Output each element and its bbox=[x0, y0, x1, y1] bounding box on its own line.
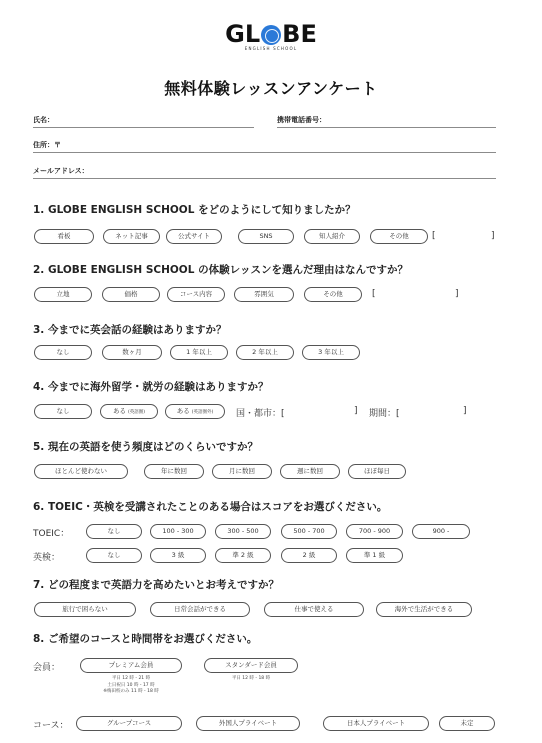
eiken-option-pre2[interactable]: 準 2 級 bbox=[215, 548, 271, 563]
q1-bracket-open: [ bbox=[432, 231, 436, 241]
q1-option-signboard[interactable]: 看板 bbox=[34, 229, 94, 244]
q5-option-weekly[interactable]: 週に数回 bbox=[280, 464, 340, 479]
q5-option-daily[interactable]: ほぼ毎日 bbox=[348, 464, 406, 479]
question-7: 7. どの程度まで英語力を高めたいとお考えですか？ bbox=[33, 579, 279, 591]
question-3: 3. 今までに英会話の経験はありますか？ bbox=[33, 324, 227, 336]
q5-option-monthly[interactable]: 月に数回 bbox=[212, 464, 272, 479]
q4-option-english-speaking[interactable] bbox=[100, 404, 158, 419]
q3-option-1yr[interactable]: 1 年以上 bbox=[170, 345, 228, 360]
member-option-standard[interactable]: スタンダード会員 bbox=[204, 658, 298, 673]
q1-bracket-close: ] bbox=[491, 231, 495, 241]
eiken-option-pre1[interactable]: 準 1 級 bbox=[346, 548, 403, 563]
toeic-option-100-300[interactable]: 100 - 300 bbox=[150, 524, 206, 539]
toeic-option-700-900[interactable]: 700 - 900 bbox=[346, 524, 403, 539]
toeic-option-300-500[interactable]: 300 - 500 bbox=[215, 524, 271, 539]
phone-label: 携帯電話番号： bbox=[277, 116, 326, 124]
member-option-premium[interactable]: プレミアム会員 bbox=[80, 658, 182, 673]
q4-option-none-label: なし bbox=[56, 407, 70, 415]
email-label: メールアドレス： bbox=[33, 167, 89, 175]
eiken-option-grade2[interactable]: 2 級 bbox=[281, 548, 337, 563]
address-label: 住所：〒 bbox=[33, 141, 61, 149]
email-field[interactable] bbox=[33, 178, 496, 179]
toeic-label: TOEIC： bbox=[33, 529, 70, 539]
question-6: 6. TOEIC・英検を受講されたことのある場合はスコアをお選びください。 bbox=[33, 501, 388, 513]
q1-option-web-article[interactable]: ネット記事 bbox=[103, 229, 160, 244]
name-label: 氏名： bbox=[33, 116, 54, 124]
q4-period-label: 期間：[ bbox=[369, 409, 400, 419]
q3-option-2yr[interactable]: 2 年以上 bbox=[236, 345, 294, 360]
eiken-label: 英検： bbox=[33, 553, 61, 563]
toeic-option-none[interactable]: なし bbox=[86, 524, 142, 539]
q7-option-travel[interactable]: 旅行で困らない bbox=[34, 602, 136, 617]
q4-option-none[interactable] bbox=[34, 404, 92, 419]
q7-option-work[interactable]: 仕事で使える bbox=[264, 602, 364, 617]
q1-option-official-site[interactable]: 公式サイト bbox=[166, 229, 222, 244]
logo-word-right: BE bbox=[282, 20, 317, 48]
logo-word-left: GL bbox=[225, 20, 261, 48]
course-option-japanese-private[interactable]: 日本人プライベート bbox=[323, 716, 429, 731]
standard-hours-note: 平日 12 時 - 18 時 bbox=[231, 676, 271, 681]
q2-option-price[interactable]: 価格 bbox=[102, 287, 160, 302]
phone-field[interactable] bbox=[277, 127, 496, 128]
question-5: 5. 現在の英語を使う頻度はどのくらいですか？ bbox=[33, 441, 258, 453]
course-option-foreign-private[interactable]: 外国人プライベート bbox=[196, 716, 300, 731]
q5-option-yearly[interactable]: 年に数回 bbox=[144, 464, 204, 479]
logo-subtitle: ENGLISH SCHOOL bbox=[244, 46, 298, 51]
q1-option-sns[interactable]: SNS bbox=[238, 229, 294, 244]
q2-bracket-close: ] bbox=[455, 289, 459, 299]
course-label: コース： bbox=[33, 721, 69, 731]
q4-option-english-sub: (英語圏) bbox=[128, 410, 146, 415]
course-option-undecided[interactable]: 未定 bbox=[439, 716, 495, 731]
question-8: 8. ご希望のコースと時間帯をお選びください。 bbox=[33, 633, 258, 645]
q2-option-course[interactable]: コース内容 bbox=[167, 287, 225, 302]
q4-period-close: ] bbox=[463, 406, 467, 416]
q4-option-non-english-sub: (英語圏外) bbox=[191, 410, 214, 415]
question-1: 1. GLOBE ENGLISH SCHOOL をどのようにして知りましたか？ bbox=[33, 204, 356, 216]
q5-option-rarely[interactable]: ほとんど使わない bbox=[34, 464, 128, 479]
question-4: 4. 今までに海外留学・就労の経験はありますか？ bbox=[33, 381, 269, 393]
toeic-option-900-plus[interactable]: 900 - bbox=[412, 524, 470, 539]
q4-option-yes-label-2: ある bbox=[176, 407, 190, 415]
logo bbox=[0, 22, 542, 51]
globe-icon bbox=[261, 25, 281, 45]
name-field[interactable] bbox=[33, 127, 254, 128]
q7-option-daily-conversation[interactable]: 日常会話ができる bbox=[150, 602, 250, 617]
eiken-option-none[interactable]: なし bbox=[86, 548, 142, 563]
q2-bracket-open: [ bbox=[372, 289, 376, 299]
logo-wordmark bbox=[0, 22, 542, 46]
q7-option-live-abroad[interactable]: 海外で生活ができる bbox=[376, 602, 472, 617]
q4-country-label: 国・都市：[ bbox=[236, 409, 285, 419]
q4-option-non-english[interactable] bbox=[165, 404, 225, 419]
q4-country-close: ] bbox=[354, 406, 358, 416]
q1-option-other[interactable]: その他 bbox=[370, 229, 428, 244]
course-option-group[interactable]: グループコース bbox=[76, 716, 182, 731]
question-2: 2. GLOBE ENGLISH SCHOOL の体験レッスンを選んだ理由はなんですか？ bbox=[33, 264, 408, 276]
q4-option-yes-label: ある bbox=[112, 407, 126, 415]
q1-option-referral[interactable]: 知人紹介 bbox=[304, 229, 360, 244]
q3-option-none[interactable]: なし bbox=[34, 345, 92, 360]
premium-hours-note: 平日 12 時 - 21 時 土日祝日 10 時 - 17 時 ※梅田校のみ 11 時 - 18 時 bbox=[103, 676, 159, 694]
address-field[interactable] bbox=[33, 152, 496, 153]
q2-option-atmosphere[interactable]: 雰囲気 bbox=[234, 287, 294, 302]
page-title: 無料体験レッスンアンケート bbox=[164, 79, 378, 98]
eiken-option-grade3[interactable]: 3 級 bbox=[150, 548, 206, 563]
q3-option-3yr[interactable]: 3 年以上 bbox=[302, 345, 360, 360]
toeic-option-500-700[interactable]: 500 - 700 bbox=[281, 524, 337, 539]
member-label: 会員： bbox=[33, 663, 61, 673]
q3-option-months[interactable]: 数ヶ月 bbox=[102, 345, 162, 360]
q2-option-location[interactable]: 立地 bbox=[34, 287, 92, 302]
q2-option-other[interactable]: その他 bbox=[304, 287, 362, 302]
